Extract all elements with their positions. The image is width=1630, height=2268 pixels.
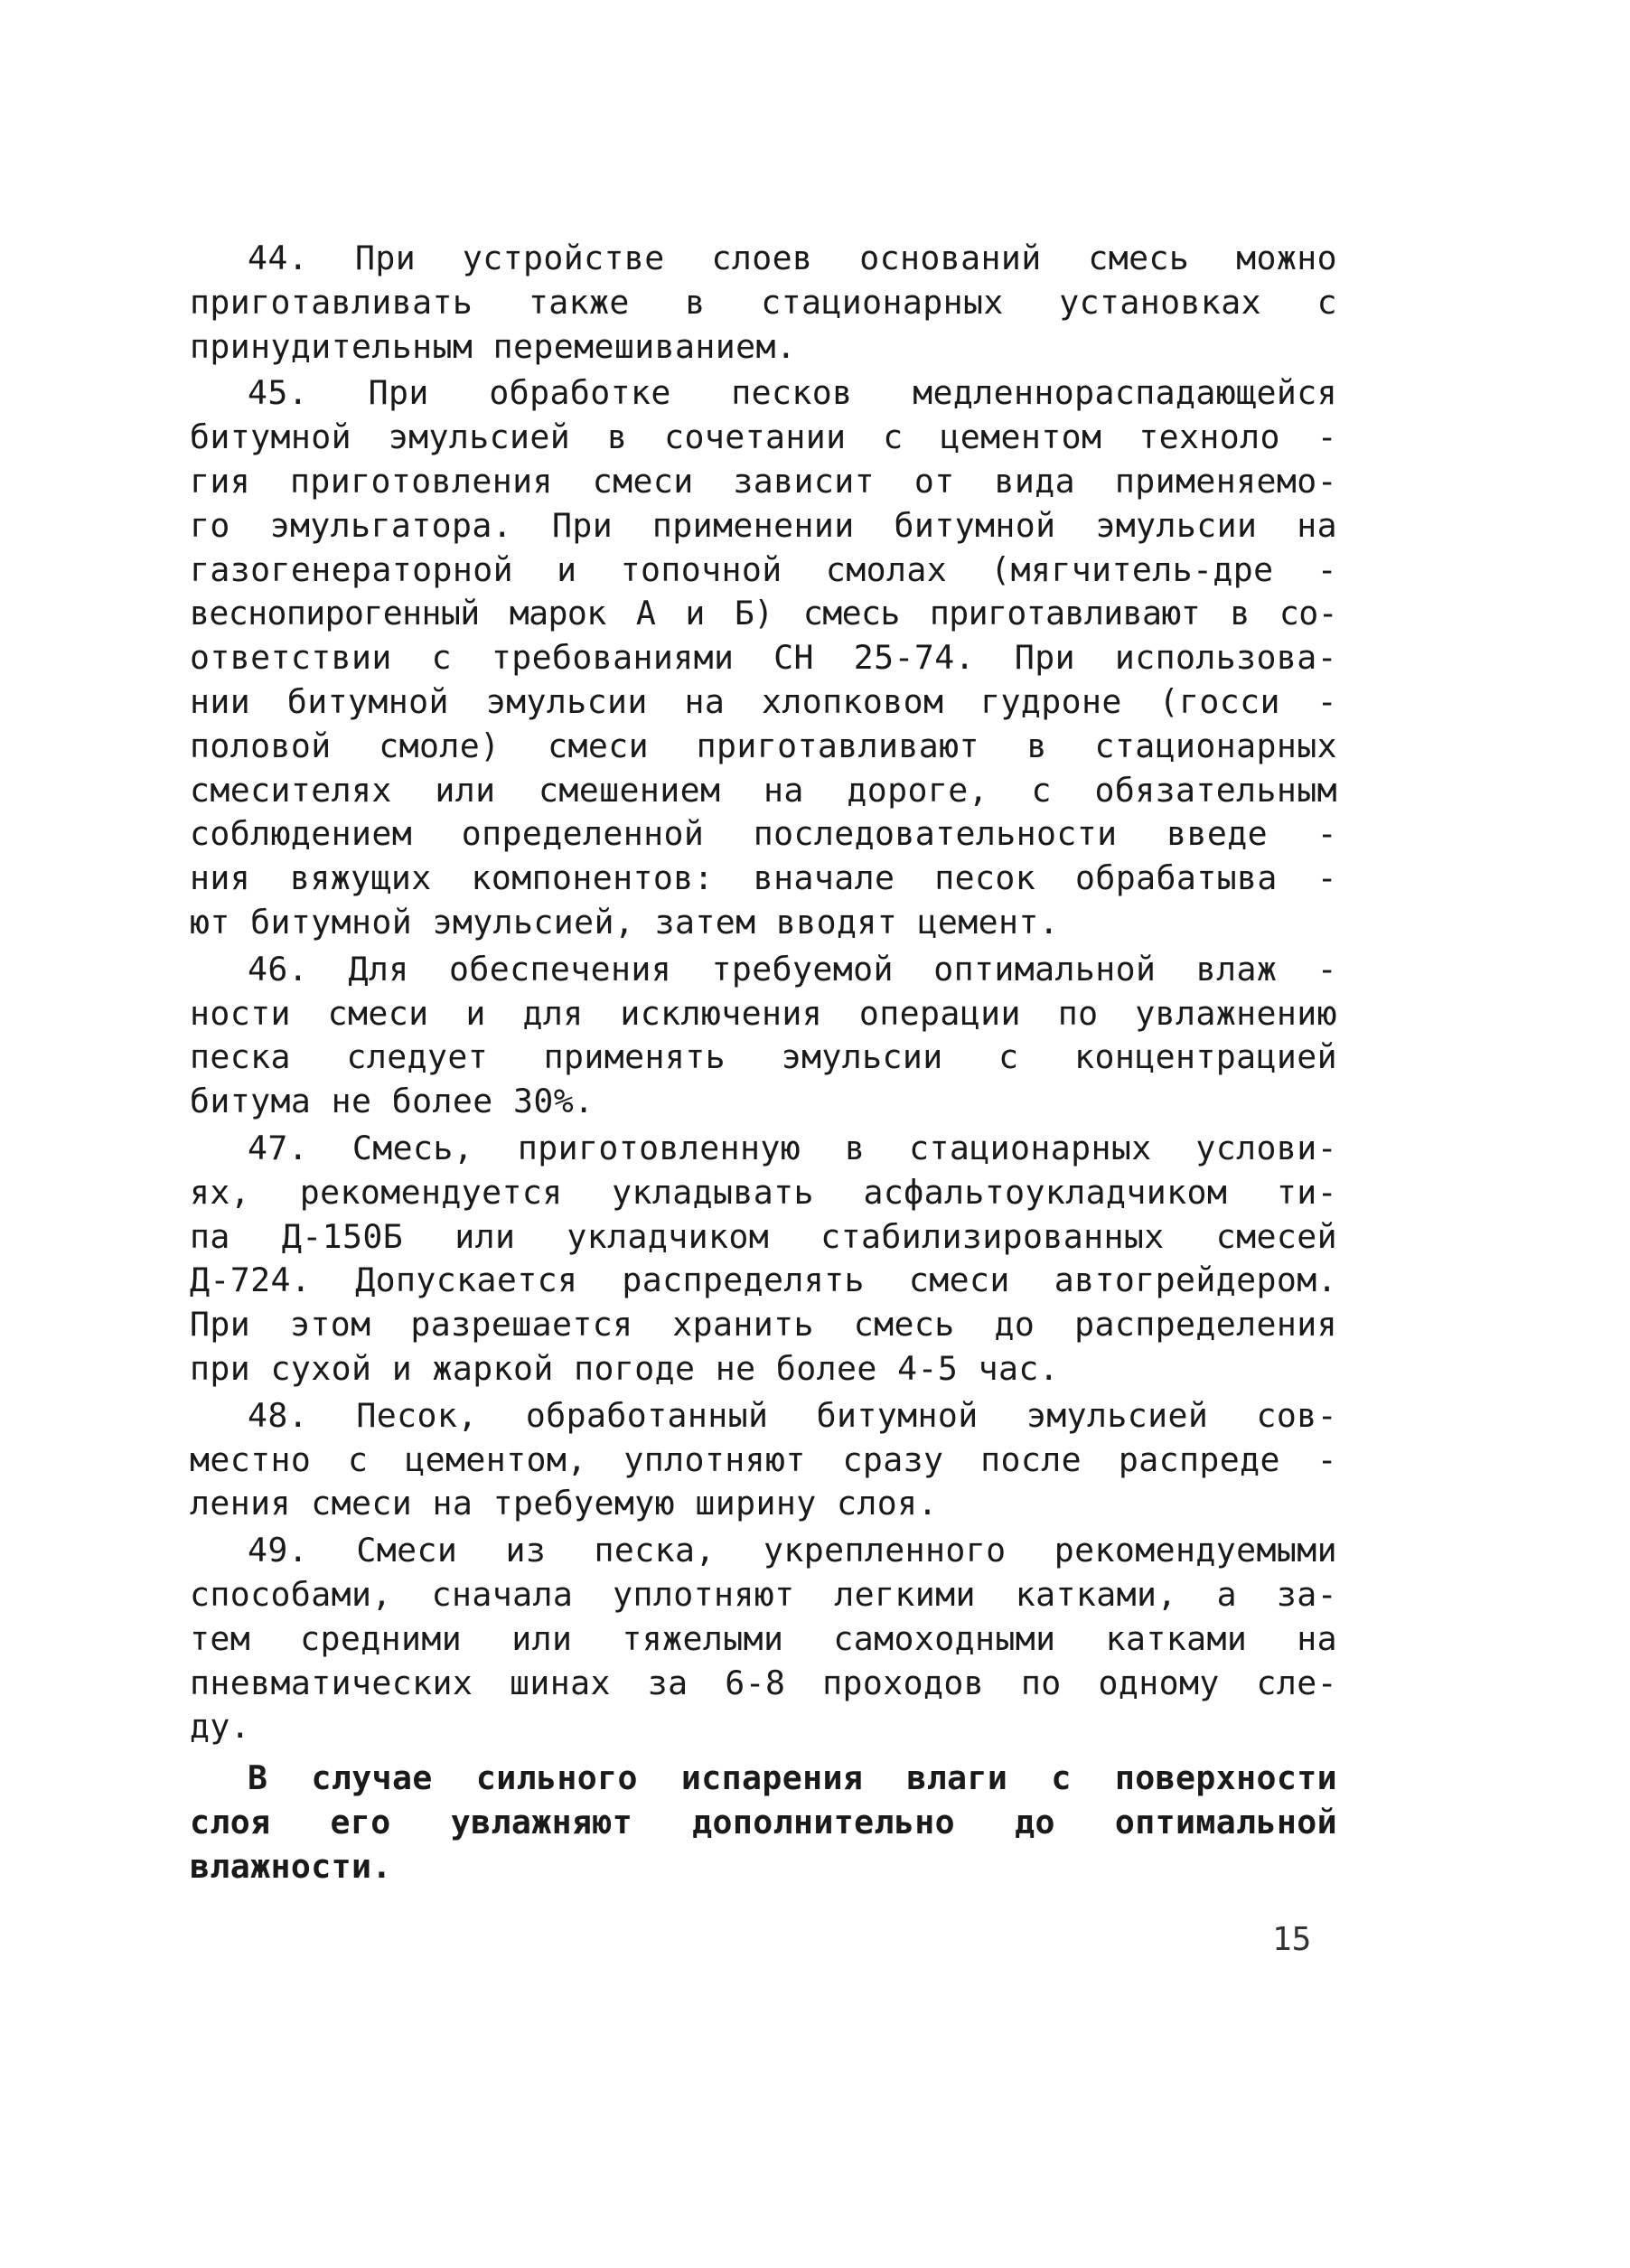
text-line: Д-724. Допускается распределять смеси автогрейдером. bbox=[190, 1261, 1337, 1300]
page-number: 15 bbox=[1272, 1921, 1312, 1958]
text-line: ния вяжущих компонентов: вначале песок обрабатыва - bbox=[190, 858, 1337, 898]
text-line: приготавливать также в стационарных установках с bbox=[190, 282, 1337, 322]
text-line: ответствии с требованиями СН 25-74. При использова- bbox=[190, 638, 1337, 678]
body-text bbox=[190, 237, 1337, 1891]
text-line: слоя его увлажняют дополнительно до оптимальной bbox=[190, 1802, 1337, 1842]
text-line: песка следует применять эмульсии с концентрацией bbox=[190, 1037, 1337, 1077]
text-line: При этом разрешается хранить смесь до распределения bbox=[190, 1305, 1337, 1345]
text-line: 46. Для обеспечения требуемой оптимальной влаж - bbox=[248, 949, 1337, 989]
text-line: па Д-150Б или укладчиком стабилизированных смесей bbox=[190, 1216, 1337, 1256]
text-line: местно с цементом, уплотняют сразу после распреде - bbox=[190, 1439, 1337, 1479]
paragraph-44 bbox=[190, 237, 1337, 369]
paragraph-48 bbox=[190, 1394, 1337, 1526]
text-line: 47. Смесь, приготовленную в стационарных услови- bbox=[248, 1128, 1337, 1167]
text-line: половой смоле) смеси приготавливают в стационарных bbox=[190, 726, 1337, 765]
text-line: веснопирогенный марок А и Б) смесь приготавливают в со- bbox=[190, 594, 1337, 633]
text-line: способами, сначала уплотняют легкими катками, а за- bbox=[190, 1574, 1337, 1614]
paragraph-46 bbox=[190, 948, 1337, 1124]
text-line: В случае сильного испарения влаги с поверхности bbox=[248, 1758, 1337, 1798]
text-line: ности смеси и для исключения операции по увлажнению bbox=[190, 993, 1337, 1033]
text-line: принудительным перемешиванием. bbox=[190, 326, 797, 366]
text-line: ях, рекомендуется укладывать асфальтоукладчиком ти- bbox=[190, 1172, 1337, 1212]
paragraph-49 bbox=[190, 1529, 1337, 1749]
text-line: ления смеси на требуемую ширину слоя. bbox=[190, 1484, 938, 1523]
text-line: ду. bbox=[190, 1707, 251, 1747]
text-line: смесителях или смешением на дороге, с обязательным bbox=[190, 770, 1337, 810]
paragraph-note bbox=[190, 1757, 1337, 1888]
text-line: 45. При обработке песков медленнораспадающейся bbox=[248, 373, 1337, 413]
text-line: тем средними или тяжелыми самоходными катками на bbox=[190, 1618, 1337, 1658]
paragraph-47 bbox=[190, 1127, 1337, 1392]
text-line: го эмульгатора. При применении битумной эмульсии на bbox=[190, 505, 1337, 545]
text-line: влажности. bbox=[190, 1846, 392, 1886]
text-line: газогенераторной и топочной смолах (мягчитель-дре - bbox=[190, 549, 1337, 589]
text-line: гия приготовления смеси зависит от вида применяемо- bbox=[190, 461, 1337, 501]
text-line: битумной эмульсией в сочетании с цементом техноло - bbox=[190, 417, 1337, 457]
text-line: 48. Песок, обработанный битумной эмульсией сов- bbox=[248, 1395, 1337, 1435]
text-line: битума не более 30%. bbox=[190, 1082, 595, 1121]
text-line: нии битумной эмульсии на хлопковом гудроне (госси - bbox=[190, 681, 1337, 721]
text-line: ют битумной эмульсией, затем вводят цемент. bbox=[190, 902, 1060, 942]
text-line: 44. При устройстве слоев оснований смесь можно bbox=[248, 239, 1337, 277]
text-line: пневматических шинах за 6-8 проходов по одному сле- bbox=[190, 1663, 1337, 1702]
text-line: 49. Смеси из песка, укрепленного рекомендуемыми bbox=[248, 1531, 1337, 1570]
paragraph-45 bbox=[190, 371, 1337, 944]
text-line: при сухой и жаркой погоде не более 4-5 час. bbox=[190, 1348, 1060, 1388]
text-line: соблюдением определенной последовательности введе - bbox=[190, 814, 1337, 854]
